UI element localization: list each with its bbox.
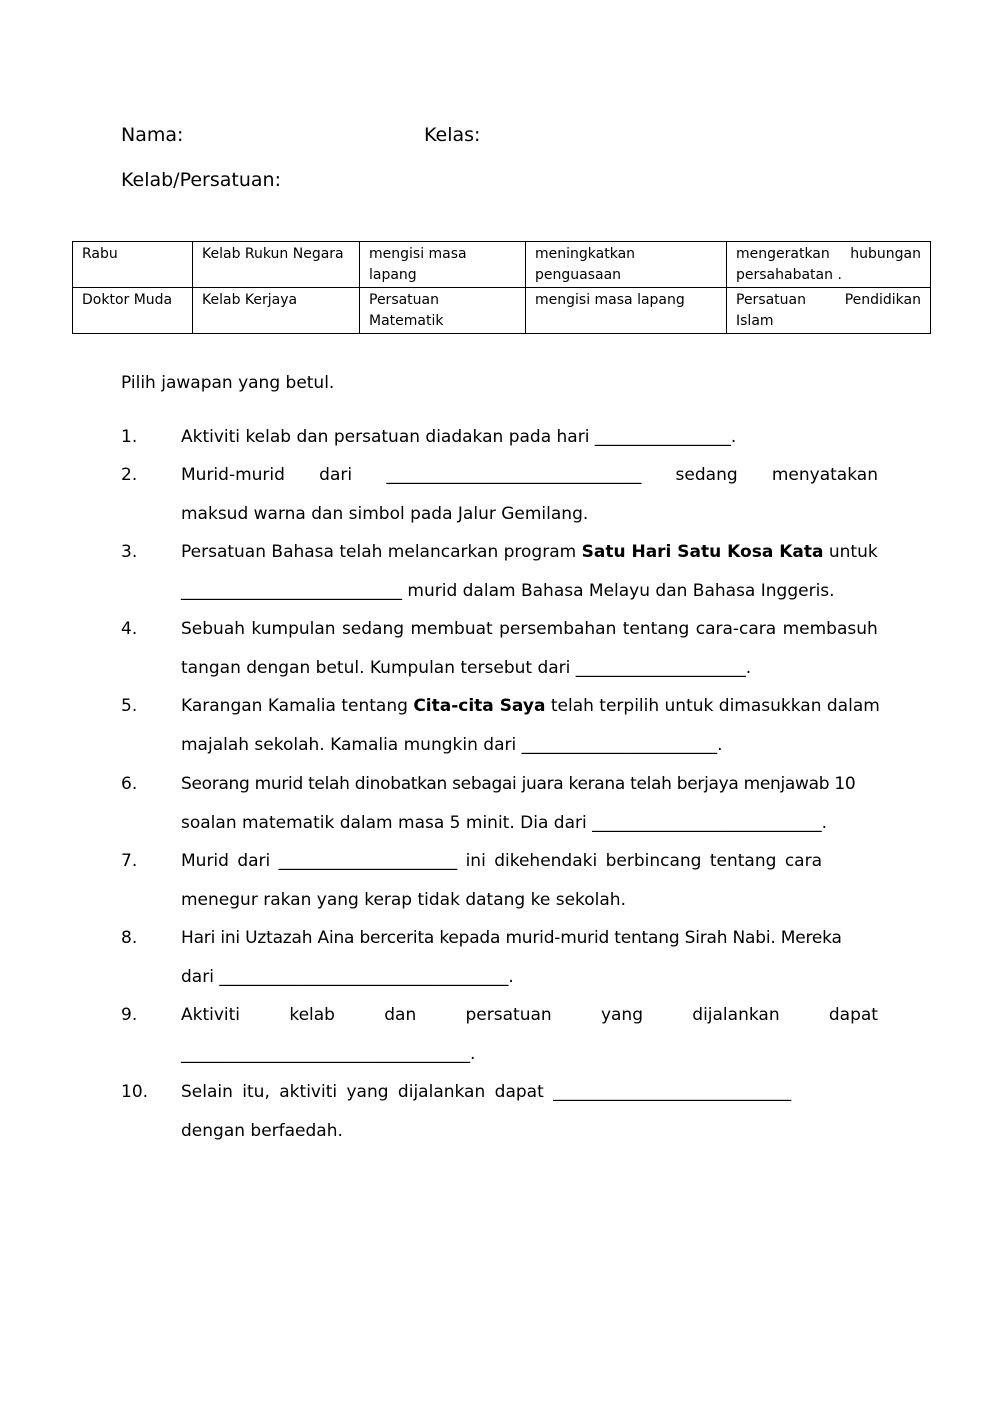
- question-word: dijalankan: [692, 1005, 780, 1025]
- question-number: 10.: [121, 1082, 149, 1102]
- question-word: dari: [319, 465, 353, 485]
- question-number: 6.: [121, 774, 138, 794]
- cell-word: hubungan: [850, 246, 921, 262]
- question-text: Murid dari _____________________ ini dikehendaki berbincang tentang cara: [181, 851, 822, 871]
- kelab-persatuan-label: Kelab/Persatuan:: [121, 169, 281, 191]
- question-number: 5.: [121, 696, 138, 716]
- question-9: [121, 996, 878, 1074]
- table-cell: Persatuan Matematik: [360, 288, 526, 334]
- question-number: 2.: [121, 465, 138, 485]
- question-number: 3.: [121, 542, 138, 562]
- question-number: 7.: [121, 851, 138, 871]
- table-cell: mengisi masa lapang: [526, 288, 727, 334]
- essay-title: Cita-cita Saya: [413, 696, 546, 716]
- question-7: [121, 842, 878, 920]
- table-cell: Kelab Rukun Negara: [193, 242, 360, 288]
- question-text: dengan berfaedah.: [181, 1121, 343, 1141]
- question-number: 1.: [121, 427, 138, 447]
- question-5: [121, 687, 878, 765]
- question-4: [121, 610, 878, 688]
- question-text: __________________________ murid dalam Bahasa Melayu dan Bahasa Inggeris.: [181, 581, 835, 601]
- question-word: persatuan: [465, 1005, 552, 1025]
- table-cell: [727, 242, 931, 288]
- kelas-label: Kelas:: [424, 124, 481, 146]
- question-text: [181, 687, 878, 726]
- question-2: [121, 456, 878, 534]
- question-text-part: untuk: [823, 542, 878, 562]
- question-word: menyatakan: [771, 465, 878, 485]
- question-word: dan: [384, 1005, 417, 1025]
- question-text: Aktiviti kelab dan persatuan diadakan pada hari ________________.: [181, 427, 737, 447]
- table-cell: Kelab Kerjaya: [193, 288, 360, 334]
- table-row: [73, 288, 931, 334]
- answer-blank[interactable]: ______________________________: [386, 465, 642, 485]
- question-word: yang: [600, 1005, 643, 1025]
- question-text: [181, 533, 878, 572]
- program-name: Satu Hari Satu Kosa Kata: [581, 542, 824, 562]
- question-3: [121, 533, 878, 611]
- question-8: [121, 919, 878, 997]
- question-1: [121, 418, 878, 457]
- question-text: Selain itu, aktiviti yang dijalankan dapat ____________________________: [181, 1082, 792, 1102]
- question-number: 4.: [121, 619, 138, 639]
- question-6: [121, 765, 878, 843]
- question-word: Aktiviti: [181, 1005, 241, 1025]
- question-word: Murid-murid: [181, 465, 285, 485]
- cell-word: Islam: [736, 313, 774, 329]
- cell-word: Pendidikan: [844, 292, 921, 308]
- table-cell: [727, 288, 931, 334]
- answer-blank[interactable]: __________________________________.: [181, 1044, 476, 1064]
- instruction: Pilih jawapan yang betul.: [121, 373, 335, 393]
- table-row: [73, 242, 931, 288]
- question-text-part: telah terpilih untuk dimasukkan dalam: [545, 696, 880, 716]
- question-word: dapat: [828, 1005, 878, 1025]
- table-cell: mengisi masa lapang: [360, 242, 526, 288]
- question-text: Hari ini Uztazah Aina bercerita kepada murid-murid tentang Sirah Nabi. Mereka: [181, 928, 842, 948]
- question-text: maksud warna dan simbol pada Jalur Gemilang.: [181, 504, 589, 524]
- question-word: sedang: [675, 465, 738, 485]
- table-cell: Doktor Muda: [73, 288, 193, 334]
- question-text: tangan dengan betul. Kumpulan tersebut dari ____________________.: [181, 658, 752, 678]
- question-text: majalah sekolah. Kamalia mungkin dari _______________________.: [181, 735, 723, 755]
- question-text: menegur rakan yang kerap tidak datang ke sekolah.: [181, 890, 626, 910]
- question-text: Seorang murid telah dinobatkan sebagai juara kerana telah berjaya menjawab 10: [181, 774, 856, 794]
- question-text-part: Karangan Kamalia tentang: [181, 696, 414, 716]
- question-word: kelab: [289, 1005, 335, 1025]
- question-text: Sebuah kumpulan sedang membuat persembahan tentang cara-cara membasuh: [181, 619, 878, 639]
- question-number: 9.: [121, 1005, 138, 1025]
- table-cell: Rabu: [73, 242, 193, 288]
- table-cell: meningkatkan penguasaan: [526, 242, 727, 288]
- word-bank-table: [72, 241, 931, 334]
- cell-word: mengeratkan: [736, 246, 830, 262]
- question-text: soalan matematik dalam masa 5 minit. Dia dari ___________________________.: [181, 813, 828, 833]
- cell-word: Persatuan: [736, 292, 806, 308]
- question-text: dari __________________________________.: [181, 967, 514, 987]
- question-10: [121, 1073, 878, 1151]
- cell-word: persahabatan .: [736, 267, 842, 283]
- nama-label: Nama:: [121, 124, 184, 146]
- question-number: 8.: [121, 928, 138, 948]
- question-text-part: Persatuan Bahasa telah melancarkan program: [181, 542, 582, 562]
